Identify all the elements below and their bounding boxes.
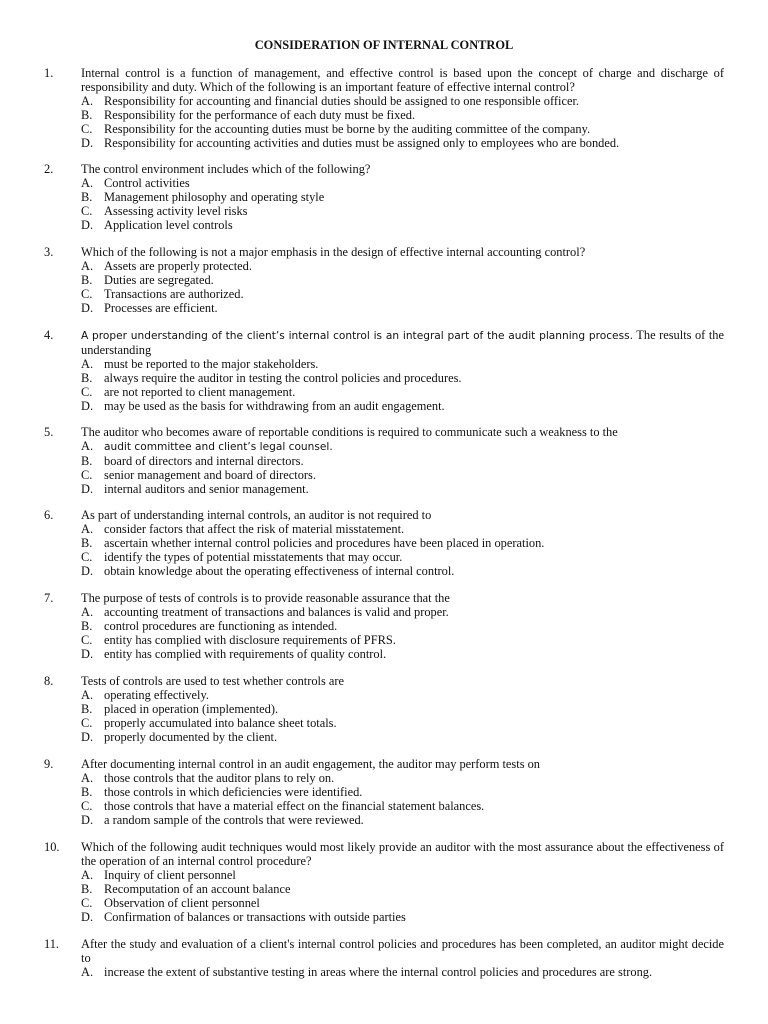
option-a: A. Inquiry of client personnel — [81, 867, 236, 882]
question-1 — [44, 67, 724, 150]
question-number: 6. — [44, 508, 54, 522]
option-c: C. entity has complied with disclosure requirements of PFRS. — [81, 632, 396, 647]
question-stem: Tests of controls are used to test whether controls are — [81, 674, 345, 688]
question-10 — [44, 841, 724, 924]
question-stem-part1: A proper understanding of the client’s internal control is an integral part of the audit planning process. — [81, 330, 633, 342]
question-7 — [44, 592, 724, 662]
option-d: D. properly documented by the client. — [81, 729, 278, 744]
option-b: B. placed in operation (implemented). — [81, 701, 279, 716]
option-a: A. Assets are properly protected. — [81, 258, 252, 273]
question-number: 9. — [44, 757, 54, 771]
option-d: D. may be used as the basis for withdrawing from an audit engagement. — [81, 398, 445, 413]
option-a: A. those controls that the auditor plans to rely on. — [81, 770, 335, 785]
question-stem: Internal control is a function of management, and effective control is based upon the concept of charge and discharge of responsibility and duty. Which of the following is an important feature of effective internal control? — [81, 66, 724, 94]
option-d: D. a random sample of the controls that were reviewed. — [81, 812, 364, 827]
option-b: B. Responsibility for the performance of each duty must be fixed. — [81, 107, 416, 122]
option-d: D. obtain knowledge about the operating effectiveness of internal control. — [81, 563, 455, 578]
question-stem: Which of the following is not a major emphasis in the design of effective internal accounting control? — [81, 245, 586, 259]
option-d: D. Application level controls — [81, 217, 233, 232]
option-a: A. increase the extent of substantive testing in areas where the internal control policies and procedures are strong. — [81, 964, 653, 979]
question-stem: After the study and evaluation of a client's internal control policies and procedures has been completed, an auditor might decide to — [81, 937, 724, 965]
question-number: 2. — [44, 162, 54, 176]
option-c: C. Observation of client personnel — [81, 895, 260, 910]
option-b: B. those controls in which deficiencies were identified. — [81, 784, 363, 799]
question-number: 5. — [44, 425, 54, 439]
option-b: B. always require the auditor in testing the control policies and procedures. — [81, 370, 462, 385]
option-a: A. must be reported to the major stakeholders. — [81, 356, 319, 371]
option-b: B. Management philosophy and operating style — [81, 189, 325, 204]
question-stem: After documenting internal control in an audit engagement, the auditor may perform tests on — [81, 757, 541, 771]
question-stem: The purpose of tests of controls is to provide reasonable assurance that the — [81, 591, 450, 605]
question-number: 1. — [44, 66, 54, 80]
option-b: B. board of directors and internal directors. — [81, 453, 304, 468]
question-4 — [44, 329, 724, 413]
question-number: 11. — [44, 937, 60, 951]
option-d: D. internal auditors and senior management. — [81, 481, 309, 496]
option-a: A. accounting treatment of transactions and balances is valid and proper. — [81, 604, 449, 619]
option-c: C. Responsibility for the accounting duties must be borne by the auditing committee of the company. — [81, 121, 591, 136]
option-c: C. senior management and board of directors. — [81, 467, 316, 482]
option-c: C. are not reported to client management. — [81, 384, 296, 399]
option-c: C. identify the types of potential misstatements that may occur. — [81, 549, 403, 564]
option-d: D. Responsibility for accounting activities and duties must be assigned only to employees who are bonded. — [81, 135, 620, 150]
question-number: 7. — [44, 591, 54, 605]
option-a: A. Responsibility for accounting and financial duties should be assigned to one responsible officer. — [81, 93, 579, 108]
question-11 — [44, 938, 724, 980]
option-b: B. control procedures are functioning as intended. — [81, 618, 338, 633]
question-9 — [44, 758, 724, 828]
option-b: B. ascertain whether internal control policies and procedures have been placed in operation. — [81, 535, 545, 550]
question-stem: Which of the following audit techniques would most likely provide an auditor with the most assurance about the effectiveness of the operation of an internal control procedure? — [81, 840, 724, 868]
question-number: 10. — [44, 840, 60, 854]
question-stem — [81, 329, 724, 358]
page-title: CONSIDERATION OF INTERNAL CONTROL — [254, 38, 514, 52]
question-stem: The control environment includes which of the following? — [81, 162, 371, 176]
question-stem-part2: The results of the understanding — [81, 328, 724, 357]
option-d: D. entity has complied with requirements of quality control. — [81, 646, 387, 661]
question-2 — [44, 163, 724, 233]
question-number: 4. — [44, 328, 54, 342]
option-d: D. Confirmation of balances or transactions with outside parties — [81, 909, 406, 924]
question-stem: The auditor who becomes aware of reportable conditions is required to communicate such a weakness to the — [81, 425, 618, 439]
option-c: C. properly accumulated into balance sheet totals. — [81, 715, 337, 730]
option-a: A. Control activities — [81, 175, 190, 190]
question-number: 3. — [44, 245, 54, 259]
question-5 — [44, 426, 724, 497]
option-c: C. those controls that have a material effect on the financial statement balances. — [81, 798, 485, 813]
option-d: D. Processes are efficient. — [81, 300, 218, 315]
option-a: A. consider factors that affect the risk of material misstatement. — [81, 521, 405, 536]
question-3 — [44, 246, 724, 316]
question-8 — [44, 675, 724, 745]
option-c: C. Transactions are authorized. — [81, 286, 244, 301]
option-a: A. operating effectively. — [81, 687, 209, 702]
option-b: B. Duties are segregated. — [81, 272, 214, 287]
option-a: A. audit committee and client’s legal counsel. — [81, 438, 333, 453]
option-b: B. Recomputation of an account balance — [81, 881, 291, 896]
question-number: 8. — [44, 674, 54, 688]
question-stem: As part of understanding internal controls, an auditor is not required to — [81, 508, 432, 522]
option-c: C. Assessing activity level risks — [81, 203, 248, 218]
question-6 — [44, 509, 724, 579]
